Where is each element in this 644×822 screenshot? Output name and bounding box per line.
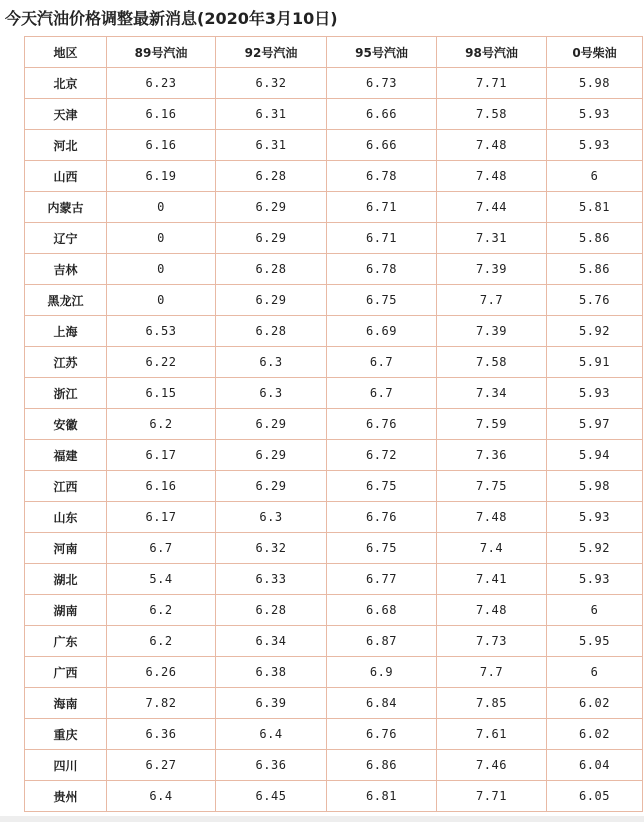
price-98-cell: 7.59 — [437, 409, 547, 440]
price-89-cell: 6.19 — [107, 161, 216, 192]
price-diesel-cell: 5.86 — [547, 223, 643, 254]
region-cell: 河南 — [25, 533, 107, 564]
price-89-cell: 6.16 — [107, 471, 216, 502]
price-diesel-cell: 5.93 — [547, 564, 643, 595]
region-cell: 山东 — [25, 502, 107, 533]
price-89-cell: 6.36 — [107, 719, 216, 750]
price-89-cell: 5.4 — [107, 564, 216, 595]
price-98-cell: 7.48 — [437, 130, 547, 161]
price-89-cell: 6.4 — [107, 781, 216, 812]
price-92-cell: 6.28 — [216, 316, 327, 347]
table-header-row — [25, 37, 643, 68]
price-92-cell: 6.31 — [216, 99, 327, 130]
header-89-gasoline: 89号汽油 — [107, 37, 216, 68]
price-diesel-cell: 5.81 — [547, 192, 643, 223]
table-row — [25, 440, 643, 471]
region-cell: 辽宁 — [25, 223, 107, 254]
price-92-cell: 6.3 — [216, 347, 327, 378]
price-95-cell: 6.69 — [327, 316, 437, 347]
price-95-cell: 6.76 — [327, 502, 437, 533]
price-89-cell: 6.2 — [107, 409, 216, 440]
price-diesel-cell: 5.86 — [547, 254, 643, 285]
price-98-cell: 7.34 — [437, 378, 547, 409]
price-92-cell: 6.29 — [216, 409, 327, 440]
price-diesel-cell: 5.97 — [547, 409, 643, 440]
table-row — [25, 378, 643, 409]
price-92-cell: 6.32 — [216, 533, 327, 564]
price-98-cell: 7.71 — [437, 68, 547, 99]
price-98-cell: 7.7 — [437, 657, 547, 688]
region-cell: 内蒙古 — [25, 192, 107, 223]
price-diesel-cell: 5.93 — [547, 378, 643, 409]
region-cell: 重庆 — [25, 719, 107, 750]
price-98-cell: 7.41 — [437, 564, 547, 595]
price-92-cell: 6.28 — [216, 254, 327, 285]
table-row — [25, 99, 643, 130]
region-cell: 福建 — [25, 440, 107, 471]
table-row — [25, 161, 643, 192]
table-row — [25, 316, 643, 347]
price-95-cell: 6.71 — [327, 192, 437, 223]
price-89-cell: 0 — [107, 254, 216, 285]
price-95-cell: 6.76 — [327, 409, 437, 440]
region-cell: 广东 — [25, 626, 107, 657]
price-diesel-cell: 5.92 — [547, 316, 643, 347]
table-row — [25, 254, 643, 285]
price-98-cell: 7.48 — [437, 502, 547, 533]
price-95-cell: 6.68 — [327, 595, 437, 626]
price-diesel-cell: 6 — [547, 595, 643, 626]
price-98-cell: 7.85 — [437, 688, 547, 719]
region-cell: 安徽 — [25, 409, 107, 440]
price-95-cell: 6.77 — [327, 564, 437, 595]
table-row — [25, 130, 643, 161]
table-row — [25, 657, 643, 688]
region-cell: 湖南 — [25, 595, 107, 626]
table-row — [25, 564, 643, 595]
price-89-cell: 6.17 — [107, 502, 216, 533]
price-95-cell: 6.66 — [327, 99, 437, 130]
price-diesel-cell: 5.95 — [547, 626, 643, 657]
region-cell: 吉林 — [25, 254, 107, 285]
price-95-cell: 6.7 — [327, 347, 437, 378]
price-92-cell: 6.3 — [216, 378, 327, 409]
region-cell: 北京 — [25, 68, 107, 99]
price-98-cell: 7.61 — [437, 719, 547, 750]
price-95-cell: 6.75 — [327, 471, 437, 502]
header-98-gasoline: 98号汽油 — [437, 37, 547, 68]
price-98-cell: 7.44 — [437, 192, 547, 223]
table-row — [25, 223, 643, 254]
table-row — [25, 719, 643, 750]
price-98-cell: 7.4 — [437, 533, 547, 564]
price-89-cell: 0 — [107, 285, 216, 316]
region-cell: 黑龙江 — [25, 285, 107, 316]
price-diesel-cell: 6 — [547, 657, 643, 688]
table-row — [25, 285, 643, 316]
price-92-cell: 6.3 — [216, 502, 327, 533]
price-98-cell: 7.7 — [437, 285, 547, 316]
table-row — [25, 533, 643, 564]
header-0-diesel: 0号柴油 — [547, 37, 643, 68]
table-row — [25, 347, 643, 378]
price-89-cell: 6.17 — [107, 440, 216, 471]
region-cell: 浙江 — [25, 378, 107, 409]
price-98-cell: 7.48 — [437, 595, 547, 626]
table-row — [25, 595, 643, 626]
price-92-cell: 6.28 — [216, 595, 327, 626]
price-95-cell: 6.66 — [327, 130, 437, 161]
region-cell: 湖北 — [25, 564, 107, 595]
price-92-cell: 6.29 — [216, 285, 327, 316]
table-row — [25, 626, 643, 657]
price-diesel-cell: 5.93 — [547, 502, 643, 533]
price-92-cell: 6.36 — [216, 750, 327, 781]
price-95-cell: 6.73 — [327, 68, 437, 99]
price-98-cell: 7.39 — [437, 254, 547, 285]
price-98-cell: 7.75 — [437, 471, 547, 502]
region-cell: 上海 — [25, 316, 107, 347]
price-98-cell: 7.31 — [437, 223, 547, 254]
region-cell: 广西 — [25, 657, 107, 688]
price-98-cell: 7.58 — [437, 99, 547, 130]
price-92-cell: 6.31 — [216, 130, 327, 161]
price-95-cell: 6.75 — [327, 285, 437, 316]
table-row — [25, 471, 643, 502]
region-cell: 贵州 — [25, 781, 107, 812]
price-89-cell: 6.53 — [107, 316, 216, 347]
price-diesel-cell: 6.04 — [547, 750, 643, 781]
price-89-cell: 6.23 — [107, 68, 216, 99]
price-89-cell: 0 — [107, 192, 216, 223]
price-92-cell: 6.29 — [216, 223, 327, 254]
price-diesel-cell: 5.98 — [547, 68, 643, 99]
price-diesel-cell: 5.91 — [547, 347, 643, 378]
price-89-cell: 6.15 — [107, 378, 216, 409]
region-cell: 江西 — [25, 471, 107, 502]
price-92-cell: 6.28 — [216, 161, 327, 192]
price-95-cell: 6.84 — [327, 688, 437, 719]
price-92-cell: 6.33 — [216, 564, 327, 595]
price-98-cell: 7.39 — [437, 316, 547, 347]
price-92-cell: 6.38 — [216, 657, 327, 688]
price-95-cell: 6.76 — [327, 719, 437, 750]
price-98-cell: 7.58 — [437, 347, 547, 378]
price-95-cell: 6.78 — [327, 254, 437, 285]
price-98-cell: 7.71 — [437, 781, 547, 812]
price-89-cell: 6.16 — [107, 130, 216, 161]
bottom-scroll-strip — [0, 816, 644, 822]
header-92-gasoline: 92号汽油 — [216, 37, 327, 68]
price-diesel-cell: 5.93 — [547, 99, 643, 130]
price-89-cell: 6.2 — [107, 626, 216, 657]
price-92-cell: 6.45 — [216, 781, 327, 812]
fuel-price-table — [24, 36, 643, 812]
price-diesel-cell: 6.05 — [547, 781, 643, 812]
price-diesel-cell: 6 — [547, 161, 643, 192]
table-row — [25, 688, 643, 719]
price-95-cell: 6.78 — [327, 161, 437, 192]
price-diesel-cell: 5.94 — [547, 440, 643, 471]
price-diesel-cell: 5.92 — [547, 533, 643, 564]
price-diesel-cell: 5.98 — [547, 471, 643, 502]
region-cell: 江苏 — [25, 347, 107, 378]
region-cell: 山西 — [25, 161, 107, 192]
table-row — [25, 502, 643, 533]
price-diesel-cell: 5.93 — [547, 130, 643, 161]
price-diesel-cell: 6.02 — [547, 688, 643, 719]
price-92-cell: 6.39 — [216, 688, 327, 719]
price-98-cell: 7.48 — [437, 161, 547, 192]
region-cell: 河北 — [25, 130, 107, 161]
price-95-cell: 6.81 — [327, 781, 437, 812]
price-92-cell: 6.29 — [216, 471, 327, 502]
price-98-cell: 7.73 — [437, 626, 547, 657]
price-89-cell: 6.16 — [107, 99, 216, 130]
price-89-cell: 7.82 — [107, 688, 216, 719]
price-98-cell: 7.46 — [437, 750, 547, 781]
price-95-cell: 6.9 — [327, 657, 437, 688]
price-92-cell: 6.32 — [216, 68, 327, 99]
region-cell: 四川 — [25, 750, 107, 781]
price-92-cell: 6.34 — [216, 626, 327, 657]
price-98-cell: 7.36 — [437, 440, 547, 471]
page-title: 今天汽油价格调整最新消息(2020年3月10日) — [5, 9, 338, 28]
price-95-cell: 6.71 — [327, 223, 437, 254]
price-89-cell: 6.7 — [107, 533, 216, 564]
table-row — [25, 781, 643, 812]
price-89-cell: 6.2 — [107, 595, 216, 626]
price-95-cell: 6.86 — [327, 750, 437, 781]
price-89-cell: 6.22 — [107, 347, 216, 378]
header-region: 地区 — [25, 37, 107, 68]
price-95-cell: 6.87 — [327, 626, 437, 657]
price-92-cell: 6.29 — [216, 192, 327, 223]
price-89-cell: 0 — [107, 223, 216, 254]
price-95-cell: 6.75 — [327, 533, 437, 564]
region-cell: 海南 — [25, 688, 107, 719]
table-row — [25, 68, 643, 99]
table-row — [25, 409, 643, 440]
price-95-cell: 6.72 — [327, 440, 437, 471]
price-diesel-cell: 5.76 — [547, 285, 643, 316]
table-row — [25, 192, 643, 223]
price-92-cell: 6.4 — [216, 719, 327, 750]
table-body — [25, 68, 643, 812]
price-diesel-cell: 6.02 — [547, 719, 643, 750]
price-92-cell: 6.29 — [216, 440, 327, 471]
region-cell: 天津 — [25, 99, 107, 130]
price-89-cell: 6.27 — [107, 750, 216, 781]
table-row — [25, 750, 643, 781]
price-95-cell: 6.7 — [327, 378, 437, 409]
price-89-cell: 6.26 — [107, 657, 216, 688]
header-95-gasoline: 95号汽油 — [327, 37, 437, 68]
